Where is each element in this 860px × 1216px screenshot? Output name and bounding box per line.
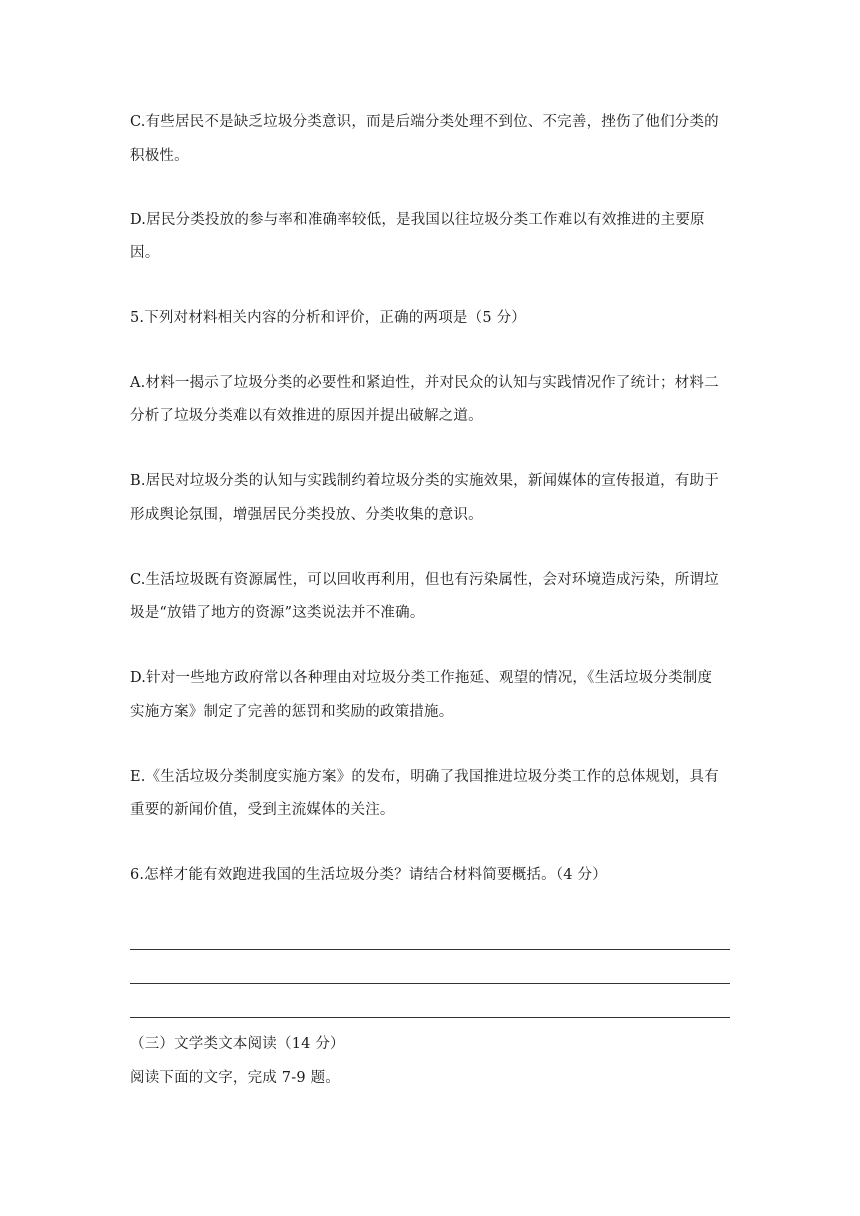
q5-option-c-line2: 圾是“放错了地方的资源”这类说法并不准确。 bbox=[130, 605, 425, 621]
q4-option-d-line2: 因。 bbox=[130, 245, 160, 261]
q5-stem: 5.下列对材料相关内容的分析和评价，正确的两项是（5 分） bbox=[130, 310, 526, 326]
q5-option-b-line2: 形成舆论氛围，增强居民分类投放、分类收集的意识。 bbox=[130, 507, 483, 523]
q5-option-a-line2: 分析了垃圾分类难以有效推进的原因并提出破解之道。 bbox=[130, 408, 483, 424]
q4-option-c-line1: C.有些居民不是缺乏垃圾分类意识，而是后端分类处理不到位、不完善，挫伤了他们分类的 bbox=[130, 114, 719, 130]
q4-option-c-line2: 积极性。 bbox=[130, 148, 189, 164]
q5-option-c-line1: C.生活垃圾既有资源属性，可以回收再利用，但也有污染属性，会对环境造成污染，所谓垃 bbox=[130, 572, 719, 588]
q5-option-e-line2: 重要的新闻价值，受到主流媒体的关注。 bbox=[130, 802, 395, 818]
q5-option-a-line1: A.材料一揭示了垃圾分类的必要性和紧迫性，并对民众的认知与实践情况作了统计；材料二 bbox=[130, 375, 719, 391]
q5-option-d-line1: D.针对一些地方政府常以各种理由对垃圾分类工作拖延、观望的情况，《生活垃圾分类制度 bbox=[130, 670, 713, 686]
q5-option-b-line1: B.居民对垃圾分类的认知与实践制约着垃圾分类的实施效果，新闻媒体的宣传报道，有助于 bbox=[130, 473, 719, 489]
section3-instruction: 阅读下面的文字，完成 7-9 题。 bbox=[130, 1070, 340, 1086]
section3-heading: （三）文学类文本阅读（14 分） bbox=[130, 1036, 345, 1052]
answer-line-1[interactable] bbox=[130, 949, 730, 950]
answer-line-3[interactable] bbox=[130, 1017, 730, 1018]
q6-stem: 6.怎样才能有效跑进我国的生活垃圾分类？请结合材料简要概括。（4 分） bbox=[130, 867, 607, 883]
q5-option-d-line2: 实施方案》制定了完善的惩罚和奖励的政策措施。 bbox=[130, 704, 454, 720]
q5-option-e-line1: E.《生活垃圾分类制度实施方案》的发布，明确了我国推进垃圾分类工作的总体规划，具有 bbox=[130, 769, 719, 785]
answer-line-2[interactable] bbox=[130, 983, 730, 984]
q4-option-d-line1: D.居民分类投放的参与率和准确率较低，是我国以往垃圾分类工作难以有效推进的主要原 bbox=[130, 212, 705, 228]
